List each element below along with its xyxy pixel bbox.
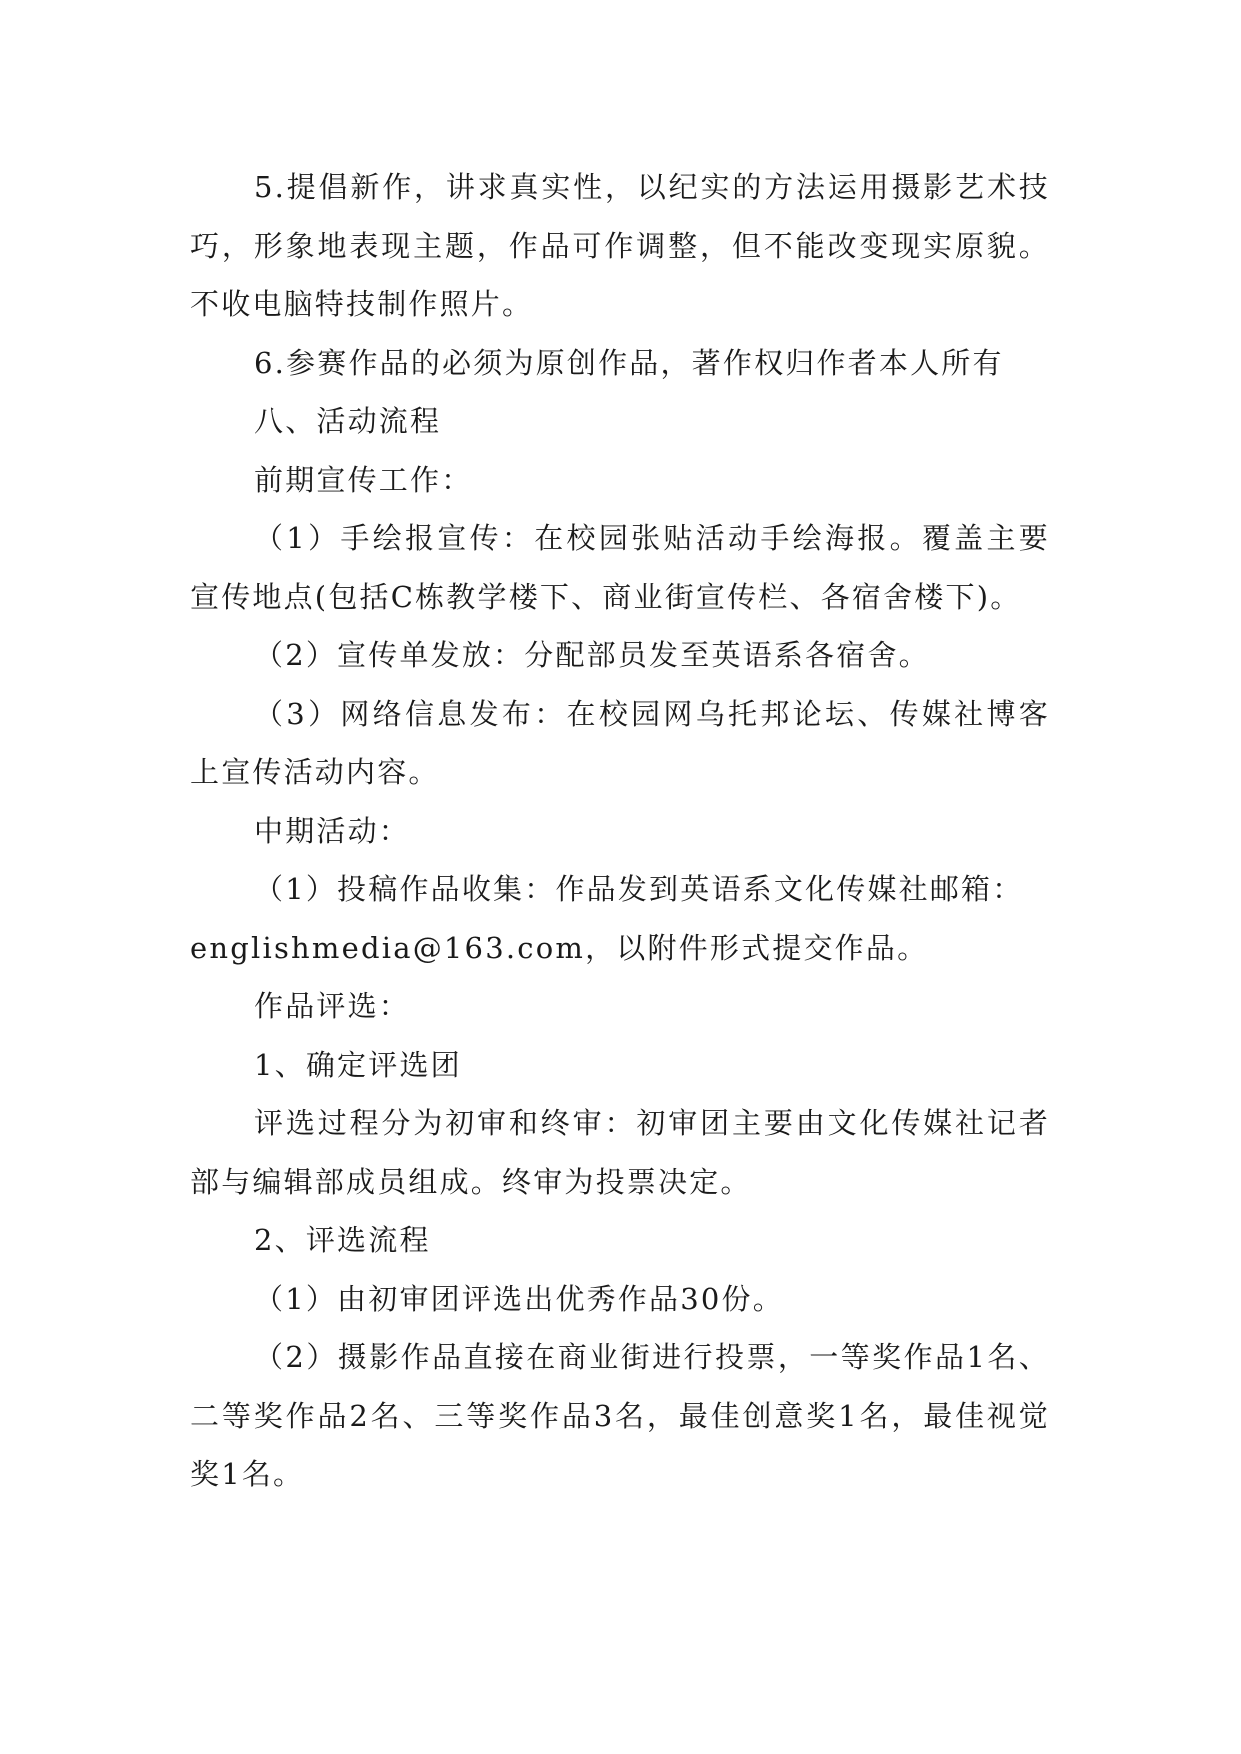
subheading-judging-steps: 2、评选流程 bbox=[254, 1223, 431, 1257]
paragraph-judging-process: 评选过程分为初审和终审：初审团主要由文化传媒社记者部与编辑部成员组成。终审为投票决定。 bbox=[190, 1106, 1050, 1199]
document-body bbox=[190, 158, 1050, 1504]
subheading-mid-activity: 中期活动： bbox=[254, 813, 411, 848]
paragraph-submission-email: englishmedia@163.com，以附件形式提交作品。 bbox=[190, 930, 929, 965]
paragraph-copyright-rule: 6.参赛作品的必须为原创作品，著作权归作者本人所有 bbox=[254, 345, 1004, 380]
subheading-judging-panel: 1、确定评选团 bbox=[254, 1047, 462, 1082]
paragraph-submission-collection: （1）投稿作品收集：作品发到英语系文化传媒社邮箱： bbox=[254, 872, 1024, 906]
subheading-judging: 作品评选： bbox=[254, 989, 411, 1023]
paragraph-flyer-distribution: （2）宣传单发放：分配部员发至英语系各宿舍。 bbox=[254, 638, 930, 672]
paragraph-online-promotion: （3）网络信息发布：在校园网乌托邦论坛、传媒社博客上宣传活动内容。 bbox=[190, 696, 1050, 789]
subheading-early-promotion: 前期宣传工作： bbox=[254, 462, 473, 497]
paragraph-originality-rules: 5.提倡新作，讲求真实性，以纪实的方法运用摄影艺术技巧，形象地表现主题，作品可作调整，但不能改变现实原貌。不收电脑特技制作照片。 bbox=[190, 170, 1050, 321]
paragraph-poster-promotion: （1）手绘报宣传：在校园张贴活动手绘海报。覆盖主要宣传地点(包括C栋教学楼下、商业街宣传栏、各宿舍楼下)。 bbox=[190, 521, 1050, 614]
paragraph-initial-selection: （1）由初审团评选出优秀作品30份。 bbox=[254, 1281, 784, 1316]
section-heading-activity-process: 八、活动流程 bbox=[254, 404, 442, 438]
paragraph-voting-awards: （2）摄影作品直接在商业街进行投票，一等奖作品1名、二等奖作品2名、三等奖作品3名，最佳创意奖1名，最佳视觉奖1名。 bbox=[190, 1340, 1051, 1491]
